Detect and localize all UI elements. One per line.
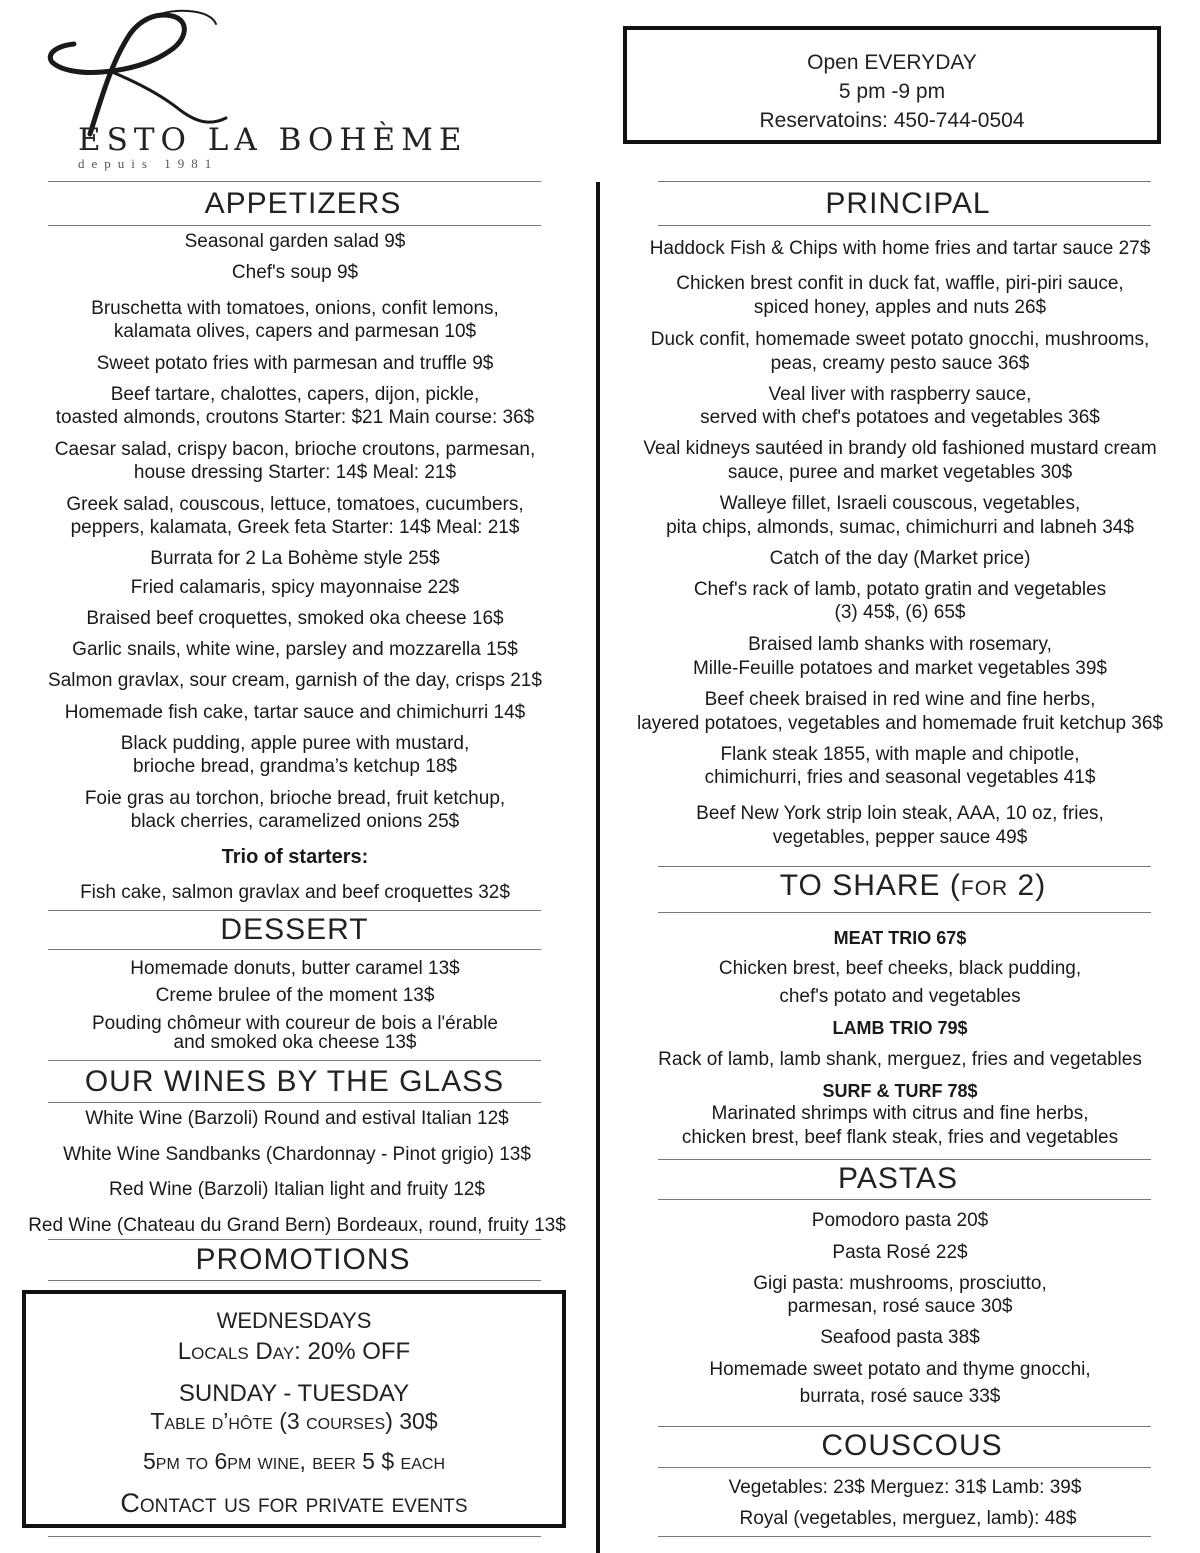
- menu-item: Burrata for 2 La Bohème style 25$: [150, 548, 440, 569]
- menu-item: Creme brulee of the moment 13$: [155, 985, 435, 1006]
- menu-item: Vegetables: 23$ Merguez: 31$ Lamb: 39$: [728, 1477, 1082, 1498]
- section-rule: [658, 1426, 1151, 1427]
- menu-item: and smoked oka cheese 13$: [173, 1032, 417, 1053]
- section-rule: [658, 181, 1151, 182]
- section-rule: [658, 1536, 1151, 1537]
- menu-item: served with chef's potatoes and vegetables 36$: [700, 407, 1100, 428]
- menu-item: toasted almonds, croutons Starter: $21 Main course: 36$: [55, 407, 535, 428]
- menu-item: Catch of the day (Market price): [769, 548, 1031, 569]
- menu-item: chimichurri, fries and seasonal vegetables 41$: [704, 767, 1096, 788]
- promo-offer: Locals Day: 20% OFF: [177, 1338, 411, 1365]
- principal-title: PRINCIPAL: [825, 187, 991, 220]
- couscous-title: COUSCOUS: [821, 1429, 1003, 1462]
- menu-item: Beef cheek braised in red wine and fine herbs,: [704, 689, 1096, 710]
- menu-item: spiced honey, apples and nuts 26$: [753, 297, 1047, 318]
- hours-box: [623, 26, 1161, 144]
- section-rule: [48, 1536, 541, 1537]
- promotions-title: PROMOTIONS: [195, 1243, 411, 1276]
- menu-item: Homemade fish cake, tartar sauce and chimichurri 14$: [64, 702, 526, 723]
- menu-item: Garlic snails, white wine, parsley and mozzarella 15$: [72, 639, 518, 660]
- menu-item: Duck confit, homemade sweet potato gnocchi, mushrooms,: [650, 329, 1150, 350]
- section-rule: [658, 866, 1151, 867]
- menu-item: Braised beef croquettes, smoked oka cheese 16$: [86, 608, 504, 629]
- section-rule: [658, 1159, 1151, 1160]
- menu-item: Black pudding, apple puree with mustard,: [120, 733, 470, 754]
- promo-offer: 5pm to 6pm wine, beer 5 $ each: [142, 1448, 445, 1474]
- menu-item: Seafood pasta 38$: [820, 1327, 980, 1348]
- menu-item: Veal liver with raspberry sauce,: [768, 384, 1032, 405]
- menu-item: vegetables, pepper sauce 49$: [772, 827, 1028, 848]
- menu-item: Marinated shrimps with citrus and fine herbs,: [711, 1103, 1089, 1124]
- menu-item-title: LAMB TRIO 79$: [832, 1018, 968, 1038]
- menu-item: Fish cake, salmon gravlax and beef croquettes 32$: [80, 882, 510, 903]
- menu-item: Red Wine (Barzoli) Italian light and fruity 12$: [109, 1179, 485, 1200]
- menu-item: Caesar salad, crispy bacon, brioche croutons, parmesan,: [54, 439, 536, 460]
- menu-item: Red Wine (Chateau du Grand Bern) Bordeaux, round, fruity 13$: [28, 1215, 566, 1236]
- menu-item: parmesan, rosé sauce 30$: [787, 1296, 1013, 1317]
- menu-item: Fried calamaris, spicy mayonnaise 22$: [130, 577, 460, 598]
- wines-title: OUR WINES BY THE GLASS: [84, 1065, 505, 1098]
- section-rule: [48, 225, 541, 226]
- menu-item: Greek salad, couscous, lettuce, tomatoes, cucumbers,: [66, 494, 524, 515]
- menu-item: (3) 45$, (6) 65$: [834, 602, 966, 623]
- menu-item: peppers, kalamata, Greek feta Starter: 14$ Meal: 21$: [70, 517, 520, 538]
- menu-item: White Wine (Barzoli) Round and estival Italian 12$: [85, 1108, 509, 1129]
- menu-item: Homemade donuts, butter caramel 13$: [130, 958, 460, 979]
- section-rule: [658, 912, 1151, 913]
- promotions-box: [22, 1290, 566, 1528]
- trio-title: Trio of starters:: [221, 846, 369, 868]
- hours-reservation: Reservatoins: 450-744-0504: [759, 109, 1025, 132]
- menu-item: Chicken brest, beef cheeks, black pudding,: [718, 958, 1082, 979]
- menu-item: Walleye fillet, Israeli couscous, vegetables,: [719, 493, 1081, 514]
- menu-item: Homemade sweet potato and thyme gnocchi,: [709, 1359, 1091, 1380]
- section-rule: [658, 1199, 1151, 1200]
- menu-item: brioche bread, grandma’s ketchup 18$: [133, 756, 457, 777]
- menu-item: Salmon gravlax, sour cream, garnish of the day, crisps 21$: [48, 670, 542, 691]
- menu-item-title: SURF & TURF 78$: [822, 1081, 978, 1101]
- menu-item: chicken brest, beef flank steak, fries and vegetables: [681, 1127, 1119, 1148]
- menu-item: Beef New York strip loin steak, AAA, 10 oz, fries,: [696, 803, 1104, 824]
- dessert-title: DESSERT: [220, 913, 369, 946]
- menu-item: Bruschetta with tomatoes, onions, confit lemons,: [91, 298, 499, 319]
- menu-item-title: MEAT TRIO 67$: [833, 928, 967, 948]
- hours-time: 5 pm -9 pm: [838, 80, 946, 103]
- menu-item: Foie gras au torchon, brioche bread, fruit ketchup,: [84, 788, 506, 809]
- menu-item: Haddock Fish & Chips with home fries and tartar sauce 27$: [649, 238, 1151, 259]
- section-rule: [48, 181, 541, 182]
- menu-item: kalamata olives, capers and parmesan 10$: [113, 321, 477, 342]
- menu-item: peas, creamy pesto sauce 36$: [770, 353, 1030, 374]
- menu-item: Gigi pasta: mushrooms, prosciutto,: [753, 1273, 1047, 1294]
- logo-name: ESTO LA BOHÈME: [78, 122, 468, 158]
- menu-item: pita chips, almonds, sumac, chimichurri and labneh 34$: [666, 517, 1134, 538]
- menu-item: Chef's rack of lamb, potato gratin and vegetables: [693, 579, 1107, 600]
- promo-day: WEDNESDAYS: [216, 1308, 372, 1333]
- hours-open: Open EVERYDAY: [807, 51, 977, 74]
- menu-item: Chef's soup 9$: [231, 262, 359, 283]
- menu-item: house dressing Starter: 14$ Meal: 21$: [133, 462, 457, 483]
- menu-item: chef's potato and vegetables: [779, 986, 1021, 1007]
- section-rule: [658, 225, 1151, 226]
- menu-item: Veal kidneys sautéed in brandy old fashioned mustard cream: [643, 438, 1157, 459]
- pastas-title: PASTAS: [838, 1162, 958, 1195]
- menu-item: burrata, rosé sauce 33$: [799, 1386, 1001, 1407]
- section-rule: [48, 1280, 541, 1281]
- section-rule: [48, 1239, 541, 1240]
- promo-offer: Table d’hôte (3 courses) 30$: [150, 1408, 438, 1434]
- menu-item: black cherries, caramelized onions 25$: [130, 811, 460, 832]
- section-rule: [48, 910, 541, 911]
- menu-item: Pasta Rosé 22$: [832, 1242, 968, 1263]
- promo-day: SUNDAY - TUESDAY: [178, 1380, 410, 1407]
- section-rule: [48, 1060, 541, 1061]
- menu-item: Royal (vegetables, merguez, lamb): 48$: [739, 1508, 1077, 1529]
- menu-item: Pomodoro pasta 20$: [811, 1210, 989, 1231]
- menu-item: Rack of lamb, lamb shank, merguez, fries and vegetables: [658, 1049, 1142, 1070]
- menu-item: Sweet potato fries with parmesan and truffle 9$: [96, 353, 494, 374]
- menu-item: layered potatoes, vegetables and homemade fruit ketchup 36$: [636, 713, 1164, 734]
- promo-contact: Contact us for private events: [120, 1488, 468, 1518]
- section-rule: [48, 949, 541, 950]
- menu-item: White Wine Sandbanks (Chardonnay - Pinot grigio) 13$: [63, 1144, 531, 1165]
- logo-tagline: depuis 1981: [78, 156, 219, 171]
- menu-item: Mille-Feuille potatoes and market vegetables 39$: [692, 658, 1107, 679]
- menu-item: Chicken brest confit in duck fat, waffle, piri-piri sauce,: [676, 273, 1124, 294]
- menu-item: Seasonal garden salad 9$: [184, 231, 406, 252]
- section-rule: [658, 1467, 1151, 1468]
- to-share-title: TO SHARE (for 2): [779, 869, 1047, 902]
- section-rule: [48, 1102, 541, 1103]
- appetizers-title: APPETIZERS: [204, 187, 402, 220]
- menu-item: sauce, puree and market vegetables 30$: [727, 462, 1073, 483]
- menu-item: Beef tartare, chalottes, capers, dijon, pickle,: [110, 384, 480, 405]
- menu-item: Flank steak 1855, with maple and chipotle,: [720, 744, 1080, 765]
- menu-item: Braised lamb shanks with rosemary,: [748, 634, 1052, 655]
- menu-item: Pouding chômeur with coureur de bois a l'érable: [91, 1013, 499, 1034]
